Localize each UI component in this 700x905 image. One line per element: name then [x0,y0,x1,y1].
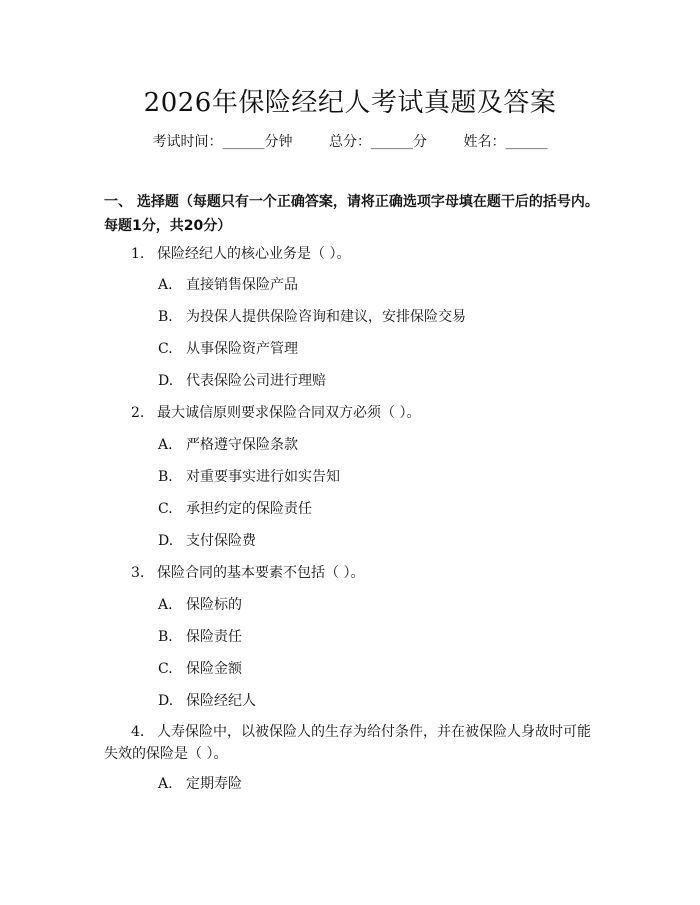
name-field: 姓名：______ [463,134,548,150]
option-text: 支付保险费 [186,533,256,549]
option-text: 从事保险资产管理 [186,341,298,357]
option-text: 保险标的 [186,597,242,613]
option-text: 定期寿险 [186,776,242,792]
option-letter: D. [158,533,174,549]
option-letter: A. [158,776,173,792]
question-number: 3. [131,565,145,581]
question-2-option-c [158,499,312,519]
question-text: 保险合同的基本要素不包括（ ）。 [157,565,365,581]
option-letter: D. [158,693,174,709]
question-1-option-b [158,307,466,327]
option-letter: C. [158,661,173,677]
option-letter: A. [158,597,173,613]
option-text: 直接销售保险产品 [186,277,298,293]
option-text: 代表保险公司进行理赔 [186,373,326,389]
option-text: 严格遵守保险条款 [186,437,298,453]
question-1-option-a [158,275,298,295]
option-text: 为投保人提供保险咨询和建议，安排保险交易 [186,309,466,325]
question-number: 2. [131,405,145,421]
question-text: 人寿保险中，以被保险人的生存为给付条件，并在被保险人身故时可能失效的保险是（ ）。 [104,724,591,762]
section-heading: 一、 选择题（每题只有一个正确答案，请将正确选项字母填在题干后的括号内。每题1分，共20分） [104,194,599,234]
option-letter: C. [158,501,173,517]
option-letter: B. [158,309,173,325]
question-number: 1. [131,246,145,262]
question-2 [131,403,420,423]
option-letter: B. [158,469,173,485]
question-1-option-d [158,371,326,391]
question-2-option-d [158,531,256,551]
option-text: 对重要事实进行如实告知 [186,469,340,485]
question-number: 4. [131,724,145,740]
question-2-option-a [158,435,298,455]
question-1-option-c [158,339,298,359]
option-text: 保险经纪人 [186,693,256,709]
question-3-option-a [158,595,242,615]
question-text: 最大诚信原则要求保险合同双方必须（ ）。 [157,405,421,421]
question-2-option-b [158,467,340,487]
question-1 [131,244,350,264]
question-3-option-c [158,659,242,679]
option-text: 保险责任 [186,629,242,645]
exam-meta [0,131,700,151]
option-letter: A. [158,277,173,293]
question-3 [131,563,364,583]
question-3-option-b [158,627,242,647]
option-letter: B. [158,629,173,645]
option-text: 保险金额 [186,661,242,677]
question-3-option-d [158,691,256,711]
option-letter: C. [158,341,173,357]
option-text: 承担约定的保险责任 [186,501,312,517]
option-letter: D. [158,373,174,389]
total-score-field: 总分：______分 [329,134,427,150]
exam-time-field: 考试时间：______分钟 [152,134,293,150]
question-4 [104,721,604,765]
page-title: 2026年保险经纪人考试真题及答案 [143,88,557,118]
question-text: 保险经纪人的核心业务是（ ）。 [157,246,351,262]
option-letter: A. [158,437,173,453]
question-4-option-a [158,774,242,794]
